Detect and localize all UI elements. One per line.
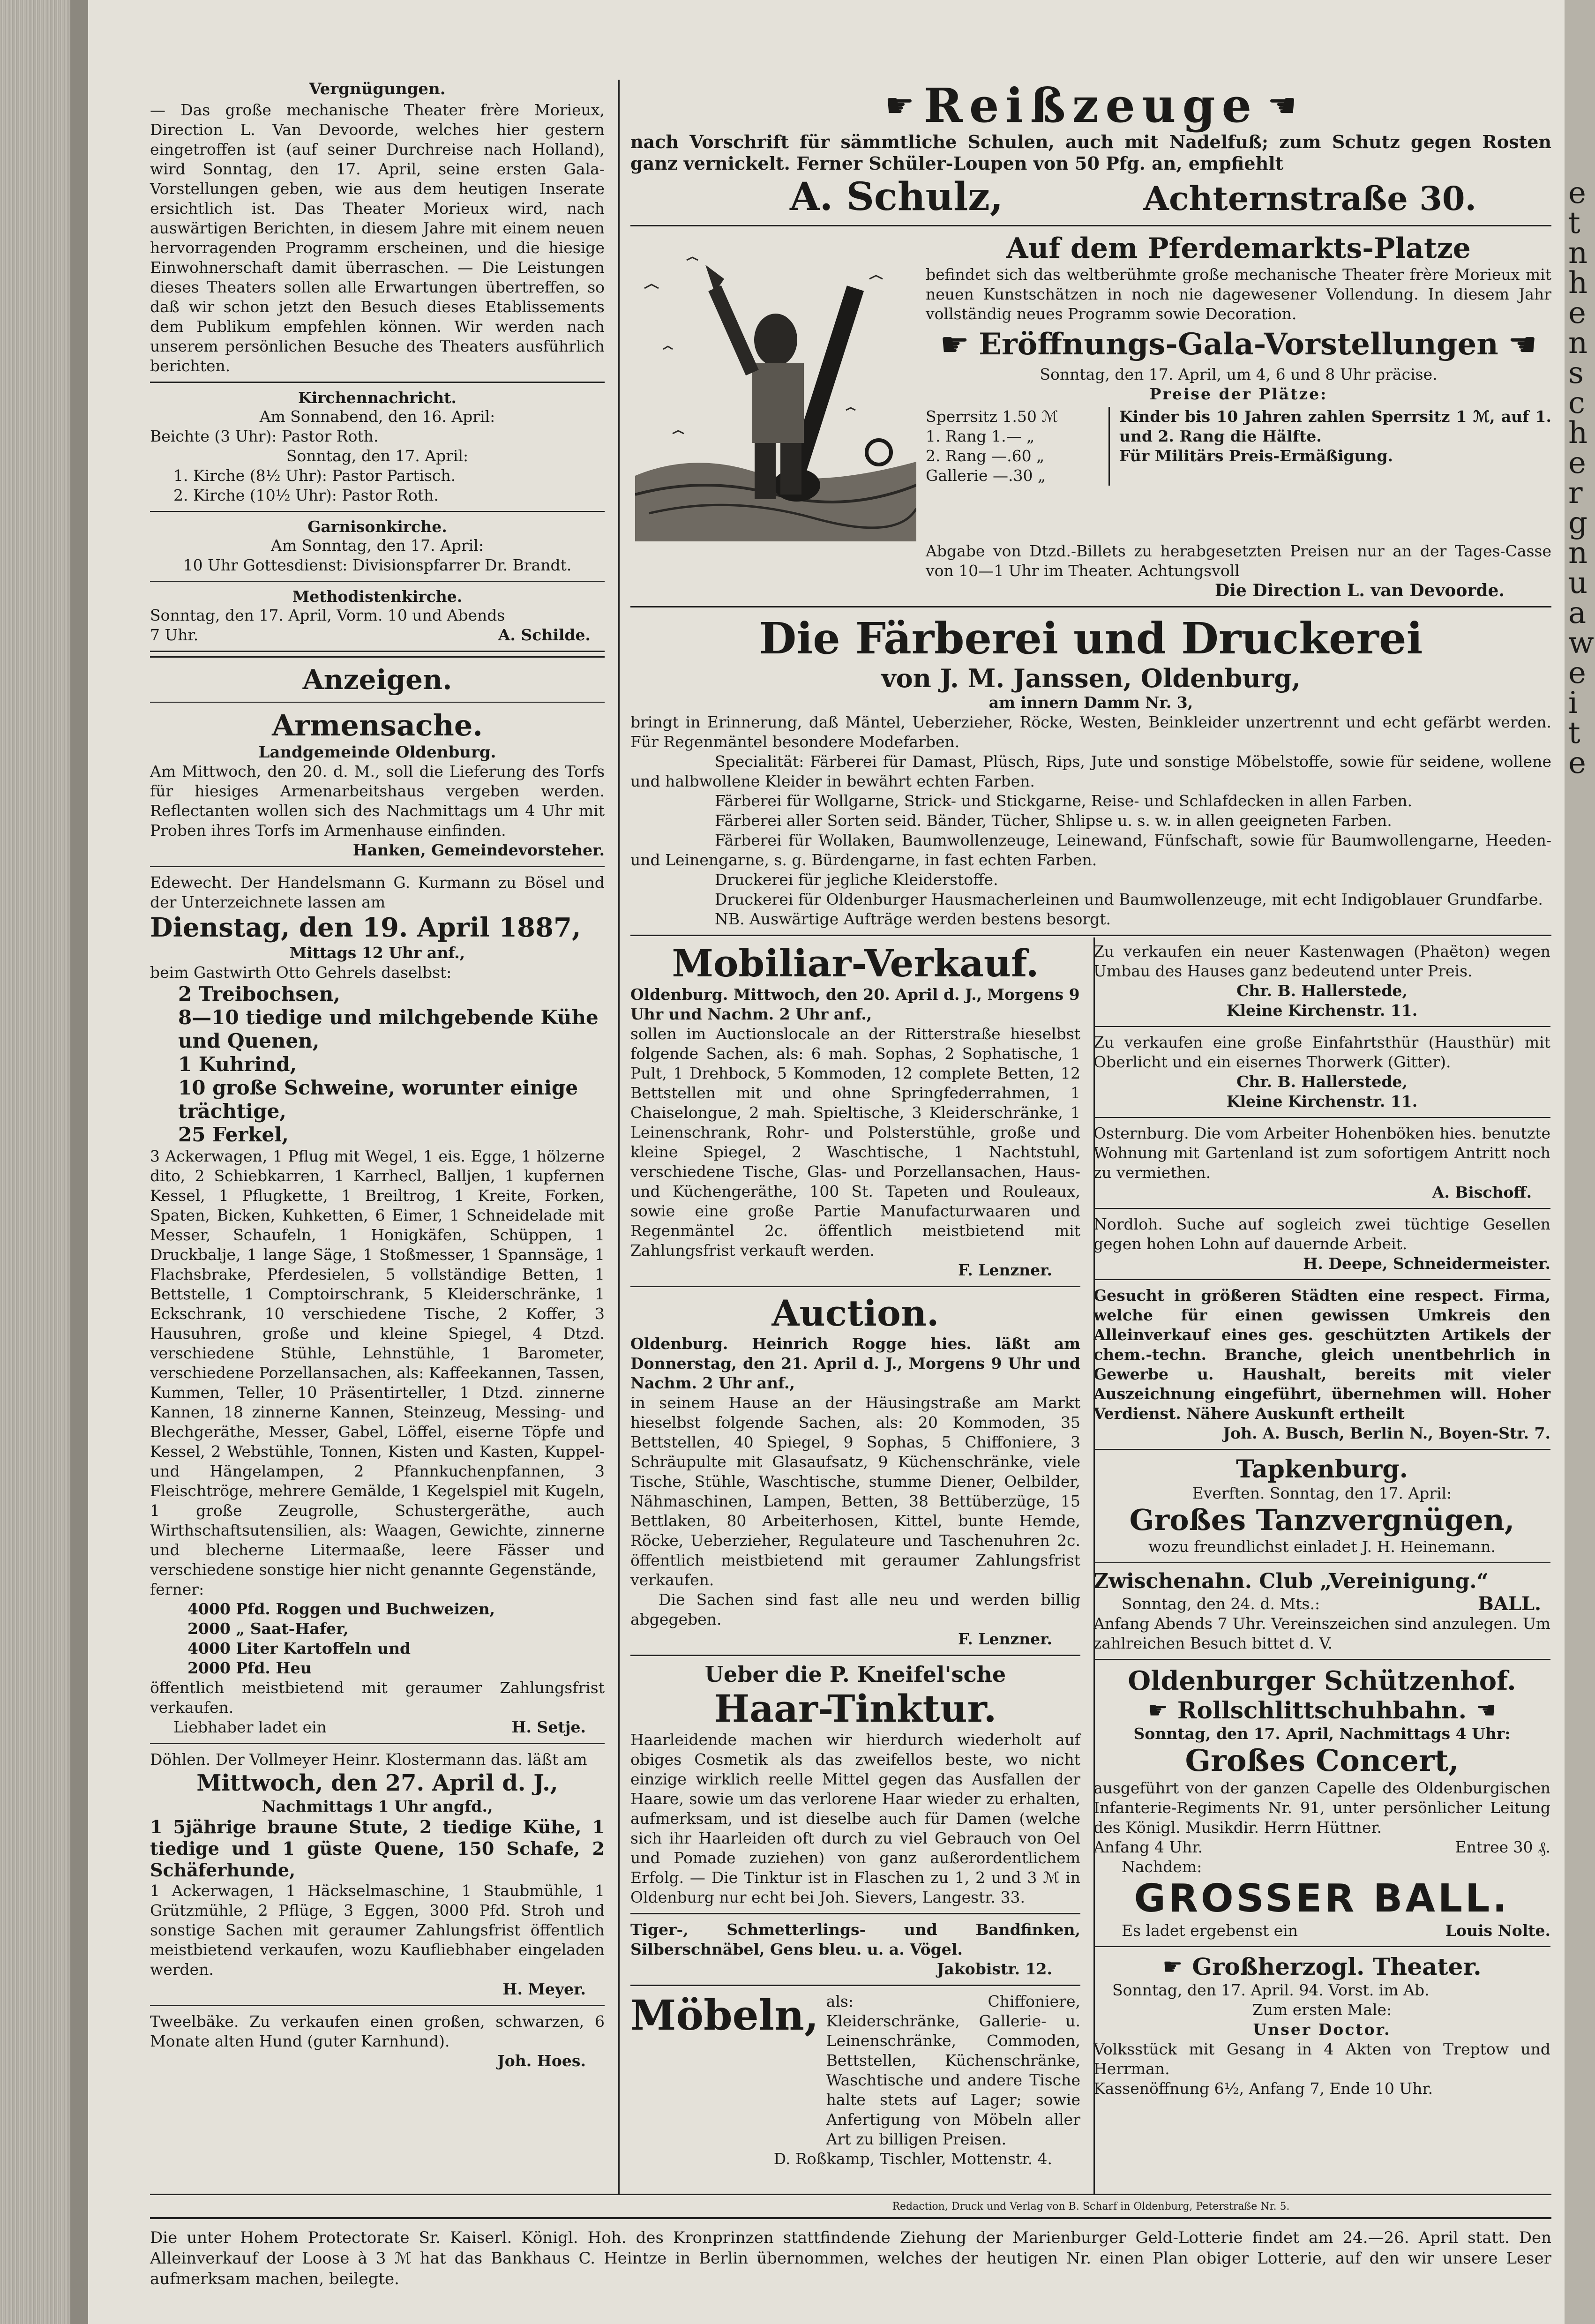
livestock-item: 2 Treibochsen, <box>178 982 340 1005</box>
faerberei-owner: von J. M. Janssen, Oldenburg, <box>881 663 1301 693</box>
rollschuh-banner <box>1093 1696 1550 1724</box>
theater-description: befindet sich das weltberühmte große mechanische Theater frère Morieux mit neuen Kunstschätzen in noch nie dagewesener Vollendung. In diesem Jahr vollständig neues Programm sowie Decoration. <box>926 265 1551 323</box>
facing-page-letter: i <box>1568 686 1578 720</box>
facing-page-letter: u <box>1568 566 1588 600</box>
concert-text: ausgeführt von der ganzen Capelle des Oldenburgischen Infanterie-Regiments Nr. 91, unter persönlicher Leitung des Königl. Musikdir. Herrn Hüttner. <box>1093 1779 1550 1837</box>
tapkenburg-date: Everften. Sonntag, den 17. April: <box>1192 1484 1452 1502</box>
armensache-signature: Hanken, Gemeindevorsteher. <box>352 841 605 859</box>
theater-text <box>926 232 1551 486</box>
pointing-hand-right-icon: ☛ <box>885 86 914 125</box>
edewecht-intro: Edewecht. Der Handelsmann G. Kurmann zu Bösel und der Unterzeichnete lassen am <box>150 873 605 911</box>
faerberei-address: am innern Damm Nr. 3, <box>988 693 1193 712</box>
haar-text: Haarleidende machen wir hierdurch wiederholt auf obiges Cosmetik als das zweifellos beste, wo nicht einzige wirklich reelle Mittel gegen das Ausfallen der Haare, sowie um das verlorene Haar wieder zu erhalten, aufmerksam, und ist dieselbe auch für Damen (welche sich ihr Haarleiden oft durch zu viel Gebrauch von Oel und Pomade zuziehen) von ganz außerordentlichem Erfolg. — Die Tinktur ist in Flaschen zu 1, 2 und 3 ℳ in Oldenburg nur echt bei Joh. Sievers, Langestr. 33. <box>630 1731 1080 1906</box>
pointing-hand-right-icon: ☛ <box>1162 1953 1183 1980</box>
livestock-item: 10 große Schweine, worunter einige trächtige, <box>178 1076 578 1123</box>
rule <box>150 511 605 512</box>
concert-date: Sonntag, den 17. April, Nachmittags 4 Uhr: <box>1133 1724 1511 1743</box>
edewecht-goods-list <box>150 1599 605 1678</box>
faerberei-line: Specialität: Färberei für Damast, Plüsch, Rips, Jute und sonstige Möbelstoffe, sowie für seidene, wollene und halbwollene Kleider in bewährt echten Farben. <box>630 752 1551 790</box>
concert-nachdem: Nachdem: <box>1122 1858 1202 1876</box>
rule <box>1093 1562 1550 1563</box>
goods-item: 2000 „ Saat-Hafer, <box>187 1619 349 1638</box>
price-children: Kinder bis 10 Jahren zahlen Sperrsitz 1 ℳ, auf 1. und 2. Rang die Hälfte. <box>1119 407 1551 445</box>
price-row: Gallerie —.30 „ <box>926 466 1046 485</box>
gala-banner <box>926 327 1551 362</box>
hoftheater-play: Unser Doctor. <box>1253 2020 1391 2039</box>
goods-item: 4000 Liter Kartoffeln und <box>187 1639 411 1657</box>
auction-text: in seinem Hause an der Häusingstraße am Markt hieselbst folgende Sachen, als: 20 Kommoden, 35 Bettstellen, 40 Spiegel, 9 Sophas, 5 Chiffoniere, 3 Schräupulte mit Glasaufsatz, 9 Küchenschränke, viele Tische, Stühle, Waschtische, stumme Diener, Oelbilder, Nähmaschinen, Lampen, Betten, 38 Bettüberzüge, 15 Bettlaken, 80 Arbeiterhosen, Kittel, bunte Hemde, Röcke, Ueberzieher, Regulateure und Taschenuhren 2c. öffentlich meistbietend mit geraumer Zahlungsfrist verkaufen. <box>630 1394 1080 1589</box>
reisszeuge-text: nach Vorschrift für sämmtliche Schulen, auch mit Nadelfuß; zum Schutz gegen Rosten ganz vernickelt. Ferner Schüler-Loupen von 50 Pfg. an, empfiehlt <box>630 131 1551 174</box>
zwischenahn-date: Sonntag, den 24. d. Mts.: <box>1122 1595 1320 1613</box>
methodisten-line <box>150 625 605 645</box>
mobiliar-signature: F. Lenzner. <box>958 1261 1052 1279</box>
goods-item: 2000 Pfd. Heu <box>187 1659 312 1677</box>
tiger-text: Tiger-, Schmetterlings- und Bandfinken, Silberschnäbel, Gens bleu. u. a. Vögel. <box>630 1920 1080 1958</box>
garnison-line: Am Sonntag, den 17. April: <box>271 536 484 555</box>
livestock-item: 25 Ferkel, <box>178 1123 289 1146</box>
tapkenburg-invite: wozu freundlichst einladet J. H. Heinemann. <box>1148 1537 1496 1556</box>
facing-page-letter: n <box>1568 326 1588 360</box>
rule <box>1093 1208 1550 1209</box>
facing-page-letter: w <box>1568 626 1594 660</box>
armensache-subtitle: Landgemeinde Oldenburg. <box>258 743 496 762</box>
auction-date: Oldenburg. Heinrich Rogge hies. läßt am Donnerstag, den 21. April d. J., Morgens 9 Uhr und Nachm. 2 Uhr anf., <box>630 1334 1080 1392</box>
facing-page-letter: h <box>1568 266 1588 300</box>
faerberei-line: Druckerei für Oldenburger Hausmacherleinen und Baumwollenzeuge, mit echt Indigoblauer Grundfarbe. <box>715 890 1543 908</box>
right-subcolumn-a <box>630 942 1080 2169</box>
price-notes <box>1119 407 1551 486</box>
moebeln-signature: D. Roßkamp, Tischler, Mottenstr. 4. <box>773 2150 1052 2168</box>
armensache-title: Armensache. <box>272 708 483 742</box>
facing-page-letter: e <box>1568 176 1586 210</box>
tiger-address: Jakobistr. 12. <box>936 1960 1052 1978</box>
gesucht-signature: Joh. A. Busch, Berlin N., Boyen-Str. 7. <box>1223 1424 1550 1442</box>
faerberei-title: Die Färberei und Druckerei <box>759 613 1423 664</box>
edewecht-location: beim Gastwirth Otto Gehrels daselbst: <box>150 963 452 982</box>
facing-page-letter: n <box>1568 236 1588 270</box>
kastenwagen-signature: Chr. B. Hallerstede, <box>1236 982 1408 1000</box>
methodisten-line: Sonntag, den 17. April, Vorm. 10 und Abends <box>150 606 505 624</box>
right-subcolumn-b <box>1093 942 1550 2169</box>
concert-signature: Louis Nolte. <box>1445 1921 1550 1940</box>
kirchen-line: Am Sonnabend, den 16. April: <box>259 407 495 426</box>
schuetzenhof-title: Oldenburger Schützenhof. <box>1128 1665 1516 1696</box>
edewecht-signature-line <box>150 1717 605 1737</box>
nordloh-signature: H. Deepe, Schneidermeister. <box>1303 1254 1550 1273</box>
tweelbaeke-signature: Joh. Hoes. <box>497 2052 586 2070</box>
auction-title: Auction. <box>771 1292 939 1334</box>
armensache-text: Am Mittwoch, den 20. d. M., soll die Lieferung des Torfs für hiesiges Armenarbeitshaus vergeben werden. Reflectanten wollen sich des Nachmittags um 4 Uhr mit Proben ihres Torfs im Armenhause einfinden. <box>150 762 605 840</box>
rule <box>630 935 1551 936</box>
kirchen-line: Beichte (3 Uhr): Pastor Roth. <box>150 427 379 445</box>
methodisten-time: 7 Uhr. <box>150 626 199 644</box>
doehlen-text: 1 Ackerwagen, 1 Häckselmaschine, 1 Staubmühle, 1 Grützmühle, 2 Pflüge, 3 Eggen, 3000 Pfd. Stroh und sonstige Sachen mit geraumer Zahlungsfrist öffentlich meistbietend verkaufen, wozu Kaufliebhaber eingeladen werden. <box>150 1882 605 1979</box>
rule <box>630 1913 1080 1914</box>
theater-signature: Die Direction L. van Devoorde. <box>1214 581 1505 600</box>
section-title-garnisonkirche: Garnisonkirche. <box>307 517 447 536</box>
doehlen-livestock: 1 5jährige braune Stute, 2 tiedige Kühe, 1 tiedige und 1 güste Quene, 150 Schafe, 2 Schäferhunde, <box>150 1816 605 1881</box>
hoftheater-genre: Volksstück mit Gesang in 4 Akten von Treptow und Herrman. <box>1093 2040 1550 2078</box>
doehlen-date: Mittwoch, den 27. April d. J., <box>196 1770 558 1796</box>
haar-title: Haar-Tinktur. <box>714 1687 997 1731</box>
price-table <box>926 407 1110 486</box>
doehlen-signature: H. Meyer. <box>502 1980 586 1998</box>
section-title-kirchennachricht: Kirchennachricht. <box>298 389 457 407</box>
kirchen-line: 2. Kirche (10½ Uhr): Pastor Roth. <box>173 486 439 504</box>
edewecht-terms: öffentlich meistbietend mit geraumer Zahlungsfrist verkaufen. <box>150 1679 605 1717</box>
auction-text2: Die Sachen sind fast alle neu und werden billig abgegeben. <box>630 1590 1080 1628</box>
column-divider <box>618 80 620 2194</box>
tapkenburg-title: Tapkenburg. <box>1236 1455 1408 1484</box>
mobiliar-text: sollen im Auctionslocale an der Ritterstraße hieselbst folgende Sachen, als: 6 mah. Sophas, 2 Sophatische, 1 Pult, 1 Drehbock, 5 Kommoden, 12 complete Betten, 12 Bettstellen mit und ohne Springfederrahmen, 1 Chaiselongue, 2 mah. Spieltische, 3 Kleiderschränke, 1 Leinenschrank, Rohr- und Polsterstühle, große und kleine Spiegel, 2 Waschtische, 1 Nachtstuhl, verschiedene Tische, Glas- und Porzellansachen, Haus- und Küchengeräthe, 100 St. Tapeten und Rouleaux, sowie eine große Partie Manufacturwaaren und Regenmäntel 2c. öffentlich meistbietend mit Zahlungsfrist verkauft werden. <box>630 1025 1080 1259</box>
gesucht-text: Gesucht in größeren Städten eine respect. Firma, welche für einen gewissen Umkreis den Alleinverkauf eines ges. geschützten Artikels der chem.-techn. Branche, gleich unentbehrlich in Gewerbe u. Haushalt, bereits mit vieler Auszeichnung eingeführt, übernehmen will. Hoher Verdienst. Nähere Auskunft ertheilt <box>1093 1286 1550 1423</box>
theater-prices <box>926 407 1551 486</box>
pointing-hand-right-icon: ☛ <box>940 325 970 364</box>
left-column <box>150 80 605 2071</box>
pointing-hand-right-icon: ☛ <box>1147 1697 1168 1724</box>
osternburg-text: Osternburg. Die vom Arbeiter Hohenböken hies. benutzte Wohnung mit Gartenland ist zum sofortigem Antritt noch zu vermiethen. <box>1093 1124 1550 1182</box>
lottery-notice: Die unter Hohem Protectorate Sr. Kaiserl. Königl. Hoh. des Kronprinzen stattfindende Ziehung der Marienburger Geld-Lotterie findet am 24.—26. April statt. Den Alleinverkauf der Loose à 3 ℳ hat das Bankhaus C. Heintze in Berlin übernommen, welches der heutigen Nr. einen Plan obiger Lotterie, auf den wir unsere Leser aufmerksam machen, beilegte. <box>150 2228 1551 2288</box>
rule <box>630 1286 1080 1287</box>
theater-illustration <box>635 232 916 541</box>
theater-tickets: Abgabe von Dtzd.-Billets zu herabgesetzten Preisen nur an der Tages-Casse von 10—1 Uhr im Theater. Achtungsvoll <box>926 542 1551 580</box>
rule <box>1093 1946 1550 1947</box>
rule <box>150 651 605 658</box>
edewecht-signature: H. Setje. <box>511 1718 586 1736</box>
schulz-name: A. Schulz, <box>790 174 1003 219</box>
edewecht-livestock-list <box>150 982 605 1147</box>
facing-page-letter: t <box>1568 206 1580 240</box>
rule <box>1093 1117 1550 1118</box>
rule <box>1093 1026 1550 1027</box>
zwischenahn-ball: BALL. <box>1477 1593 1541 1615</box>
rule <box>1093 1279 1550 1280</box>
concert-title: Großes Concert, <box>1185 1743 1459 1778</box>
faerberei-line: Druckerei für jegliche Kleiderstoffe. <box>715 870 998 889</box>
section-title-vergnuegungen: Vergnügungen. <box>309 80 446 98</box>
rule <box>150 866 605 867</box>
garnison-line: 10 Uhr Gottesdienst: Divisionspfarrer Dr. Brandt. <box>183 556 572 574</box>
rule <box>150 581 605 582</box>
concert-signature-line <box>1093 1921 1550 1941</box>
facing-page-letter: g <box>1568 506 1588 540</box>
edewecht-invite: Liebhaber ladet ein <box>173 1718 327 1736</box>
concert-invite: Es ladet ergebenst ein <box>1122 1921 1298 1940</box>
theater-prices-heading: Preise der Plätze: <box>1149 385 1328 403</box>
price-row: Sperrsitz 1.50 ℳ <box>926 407 1058 426</box>
faerberei-line: Färberei für Wollaken, Baumwollenzeuge, Leinewand, Fünfschaft, sowie für Baumwollengarne, Heeden- und Leinengarne, s. g. Bürdengarne, in fast echten Farben. <box>630 831 1551 869</box>
rule <box>1093 1659 1550 1660</box>
faerberei-line: Färberei aller Sorten seid. Bänder, Tücher, Shlipse u. s. w. in allen geeigneten Farben. <box>715 811 1392 830</box>
right-subcolumns <box>630 942 1551 2169</box>
hoftheater-date: Sonntag, den 17. April. 94. Vorst. im Ab. <box>1112 1981 1430 1999</box>
zwischenahn-title: Zwischenahn. Club „Vereinigung.“ <box>1093 1569 1489 1593</box>
osternburg-signature: A. Bischoff. <box>1432 1183 1532 1201</box>
concert-start: Anfang 4 Uhr. <box>1093 1838 1203 1856</box>
rule <box>150 382 605 383</box>
facing-page-letter: e <box>1568 656 1586 690</box>
mobiliar-title: Mobiliar-Verkauf. <box>672 941 1039 985</box>
right-column <box>630 80 1551 2169</box>
price-row: 1. Rang 1.— „ <box>926 427 1035 445</box>
edewecht-date: Dienstag, den 19. April 1887, <box>150 912 581 943</box>
zwischenahn-text: Anfang Abends 7 Uhr. Vereinszeichen sind anzulegen. Um zahlreichen Besuch bittet d. V. <box>1093 1614 1550 1652</box>
price-military: Für Militärs Preis-Ermäßigung. <box>1119 447 1393 465</box>
vergnuegungen-text: — Das große mechanische Theater frère Morieux, Direction L. Van Devoorde, welches hier gestern eingetroffen ist (auf seiner Durchreise nach Holland), wird Sonntag, den 17. April, seine ersten Gala-Vorstellungen geben, wie aus dem heutigen Inserate ersichtlich ist. Das Theater Morieux wird, nach auswärtigen Berichten, in diesem Jahre mit einem neuen hervorragenden Programm erscheinen, und die hiesige Einwohnerschaft damit überraschen. — Die Leistungen dieses Theaters sollen alle Erwartungen übertreffen, so daß wir schon jetzt den Besuch dieses Etablissements dem Publikum empfehlen können. Wir werden nach unserem persönlichen Besuche des Theaters ausführlich berichten. <box>150 101 605 375</box>
imprint: Redaction, Druck und Verlag von B. Scharf in Oldenburg, Peterstraße Nr. 5. <box>892 2201 1290 2212</box>
faerberei-nb: NB. Auswärtige Aufträge werden bestens besorgt. <box>715 910 1111 928</box>
tweelbaeke-text: Tweelbäke. Zu verkaufen einen großen, schwarzen, 6 Monate alten Hund (guter Karnhund). <box>150 2012 605 2050</box>
book-gutter <box>70 0 88 2324</box>
rule <box>630 225 1551 226</box>
moebeln-title: Möbeln, <box>630 1991 819 2039</box>
grosser-ball-title: GROSSER BALL. <box>1134 1876 1510 1921</box>
rule <box>150 1743 605 1744</box>
pointing-hand-left-icon: ☚ <box>1507 325 1537 364</box>
facing-page-letter: c <box>1568 386 1585 420</box>
theater-banner <box>1093 1953 1550 1980</box>
schulz-street: Achternstraße 30. <box>1143 179 1476 218</box>
edewecht-inventory: 3 Ackerwagen, 1 Pflug mit Wegel, 1 eis. Egge, 1 hölzerne dito, 2 Schiebkarren, 1 Karrhecl, Balljen, 1 kupfernen Kessel, 1 Pflugkette, 1 Breiltrog, 1 Kreite, Forken, Spaten, Bicken, Kuhketten, 6 Eimer, 1 Schneidelade mit Messer, Schaufeln, 1 Honigkäfen, Schüppen, 1 Druckbalje, 1 lange Säge, 1 Stoßmesser, 1 Spannsäge, 1 Flachsbrake, Pferdesielen, 5 vollständige Betten, 1 Bettstelle, 1 Comptoirschrank, 5 Kleiderschränke, 1 Eckschrank, 10 verschiedene Tische, 2 Koffer, 3 Hausuhren, große und kleine Spiegel, 4 Dtzd. verschiedene Stühle, Lehnstühle, 1 Barometer, verschiedene Porzellansachen, als: Kaffeekannen, Tassen, Kummen, Teller, 10 Präsentirteller, 1 Dtzd. zinnerne Kannen, 18 zinnerne Kannen, Steinzeug, Messing- und Blechgeräthe, Messer, Gabel, Löffel, eiserne Töpfe und Kessel, 2 Webstühle, Tonnen, Kisten und Kasten, Kuppel- und Hängelampen, 2 Pfannkuchenpfannen, 3 Fleischtröge, mehrere Gemälde, 1 Kegelspiel mit Kugeln, 1 große Zeugrolle, Schustergeräthe, auch Wirthschaftsutensilien, als: Waagen, Gewichte, zinnerne und blecherne Litermaaße, leere Fässer und verschiedene sonstige hier nicht genannte Gegenstände, <box>150 1147 605 1579</box>
facing-page-letter: r <box>1568 476 1583 510</box>
doehlen-time: Nachmittags 1 Uhr angfd., <box>262 1797 493 1815</box>
einfahrt-signature: Chr. B. Hallerstede, <box>1236 1072 1408 1091</box>
theater-ad <box>630 232 1551 570</box>
facing-page-letter: e <box>1568 746 1586 780</box>
reisszeuge-title: Reißzeuge <box>923 78 1258 133</box>
moebeln-items: als: Chiffoniere, Kleiderschränke, Gallerie- u. Leinenschränke, Commoden, Bettstellen, Küchenschränke, Waschtische und andere Tische halte stets auf Lager; sowie Anfertigung von Möbeln aller Art zu billigen Preisen. <box>826 1992 1080 2148</box>
auction-signature: F. Lenzner. <box>958 1630 1052 1648</box>
facing-page-letter: e <box>1568 296 1586 330</box>
concert-time-line <box>1093 1837 1550 1857</box>
facing-page-letter: a <box>1568 596 1587 630</box>
pointing-hand-left-icon: ☚ <box>1476 1697 1497 1724</box>
rule <box>630 1655 1080 1656</box>
book-page-edges <box>0 0 70 2324</box>
rule <box>150 702 605 703</box>
hoftheater-times: Kassenöffnung 6½, Anfang 7, Ende 10 Uhr. <box>1093 2079 1433 2098</box>
section-title-methodistenkirche: Methodistenkirche. <box>292 587 463 606</box>
zwischenahn-date-line <box>1093 1594 1550 1614</box>
moebeln-ad <box>630 1992 1080 2149</box>
faerberei-line: bringt in Erinnerung, daß Mäntel, Ueberzieher, Röcke, Westen, Beinkleider unzertrennt und echt gefärbt werden. Für Regenmäntel besondere Modefarben. <box>630 713 1551 751</box>
rule <box>630 1985 1080 1986</box>
kirchen-line: Sonntag, den 17. April: <box>286 447 469 465</box>
edewecht-ferner: ferner: <box>150 1580 204 1598</box>
edewecht-time: Mittags 12 Uhr anf., <box>289 944 465 962</box>
einfahrt-text: Zu verkaufen eine große Einfahrtsthür (Hausthür) mit Oberlicht und ein eisernes Thorwerk (Gitter). <box>1093 1033 1550 1071</box>
doehlen-intro: Döhlen. Der Vollmeyer Heinr. Klostermann das. läßt am <box>150 1750 587 1769</box>
nordloh-text: Nordloh. Suche auf sogleich zwei tüchtige Gesellen gegen hohen Lohn auf dauernde Arbeit. <box>1093 1215 1550 1253</box>
kastenwagen-address: Kleine Kirchenstr. 11. <box>1226 1001 1418 1020</box>
bottom-rule <box>150 2194 1551 2195</box>
methodisten-signature: A. Schilde. <box>498 626 591 644</box>
goods-item: 4000 Pfd. Roggen und Buchweizen, <box>187 1600 495 1618</box>
facing-page-edge <box>1565 0 1595 2324</box>
reisszeuge-banner <box>630 80 1551 131</box>
theater-dates: Sonntag, den 17. April, um 4, 6 und 8 Uhr präcise. <box>1040 365 1438 383</box>
footer-rule <box>150 2217 1551 2219</box>
facing-page-letters <box>1568 178 1592 778</box>
hoftheater-first: Zum ersten Male: <box>1252 2001 1392 2019</box>
concert-entry: Entree 30 ₰. <box>1455 1838 1550 1856</box>
einfahrt-address: Kleine Kirchenstr. 11. <box>1226 1092 1418 1110</box>
livestock-item: 8—10 tiedige und milchgebende Kühe und Quenen, <box>178 1006 599 1052</box>
facing-page-letter: h <box>1568 416 1588 450</box>
facing-page-letter: s <box>1568 356 1584 390</box>
haar-pretitle: Ueber die P. Kneifel'sche <box>704 1662 1006 1687</box>
hoftheater-title: Großherzogl. Theater. <box>1192 1953 1482 1980</box>
pointing-hand-left-icon: ☚ <box>1267 86 1297 125</box>
faerberei-line: Färberei für Wollgarne, Strick- und Stickgarne, Reise- und Schlafdecken in allen Farben. <box>715 792 1413 810</box>
facing-page-letter: t <box>1568 716 1580 750</box>
livestock-item: 1 Kuhrind, <box>178 1053 297 1076</box>
price-row: 2. Rang —.60 „ <box>926 447 1045 465</box>
mobiliar-date: Oldenburg. Mittwoch, den 20. April d. J., Morgens 9 Uhr und Nachm. 2 Uhr anf., <box>630 985 1080 1023</box>
facing-page-letter: e <box>1568 446 1586 480</box>
rule <box>150 2005 605 2006</box>
rule <box>1093 1449 1550 1450</box>
kirchen-line: 1. Kirche (8½ Uhr): Pastor Partisch. <box>173 466 456 485</box>
theater-title: Auf dem Pferdemarkts-Platze <box>1006 232 1471 265</box>
anzeigen-heading: Anzeigen. <box>302 664 452 696</box>
kastenwagen-text: Zu verkaufen ein neuer Kastenwagen (Phaëton) wegen Umbau des Hauses ganz bedeutend unter Preis. <box>1093 942 1550 980</box>
facing-page-letter: n <box>1568 536 1588 570</box>
tapkenburg-event: Großes Tanzvergnügen, <box>1129 1503 1515 1537</box>
rollschuh-title: Rollschlittschuhbahn. <box>1177 1696 1467 1724</box>
reisszeuge-address <box>630 174 1551 219</box>
rule <box>630 606 1551 607</box>
gala-title: Eröffnungs-Gala-Vorstellungen <box>979 327 1498 362</box>
